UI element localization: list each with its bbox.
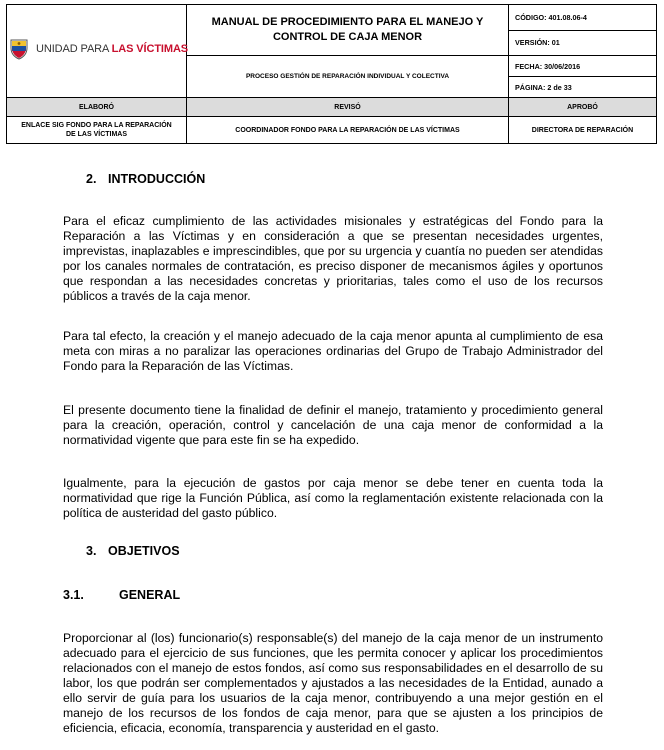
aprobo-value: DIRECTORA DE REPARACIÓN [509,117,657,144]
paragraph-intro-4: Igualmente, para la ejecución de gastos por caja menor se debe tener en cuenta toda la normatividad que rige la Función Pública, así como la reglamentación existente relacionada con la política de austeridad del gasto público. [63,476,603,520]
logo-cell [7,5,187,98]
aprobo-header: APROBÓ [509,98,657,117]
section-title: OBJETIVOS [108,544,180,558]
paragraph-intro-2: Para tal efecto, la creación y el manejo adecuado de la caja menor apunta al cumplimiento de esa meta con miras a no paralizar las operaciones ordinarias del Grupo de Trabajo Administrador del Fondo para la Reparación de las Víctimas. [63,329,603,373]
paragraph-intro-3: El presente documento tiene la finalidad de definir el manejo, tratamiento y procedimiento general para la creación, operación, control y cancelación de una caja menor de conformidad a la normatividad vigente que para este fin se ha expedido. [63,403,603,447]
document-header [6,4,657,144]
section-number: 3. [86,544,97,558]
logo-wordmark: UNIDAD PARA LAS VÍCTIMAS [36,42,189,55]
reviso-value: COORDINADOR FONDO PARA LA REPARACIÓN DE LAS VÍCTIMAS [187,117,509,144]
subsection-number: 3.1. [63,588,84,602]
paragraph-intro-1: Para el eficaz cumplimiento de las actividades misionales y estratégicas del Fondo para la Reparación a las Víctimas y en consideración a que se presentan necesidades urgentes, imprevistas, inaplazables e imprescindibles, que por su urgencia y cuantía no pueden ser atendidas por los canales normales de contratación, es preciso disponer de mecanismos ágiles y oportunos que respondan a las necesidades concretas y prioritarias, tales como el uso de los recursos públicos a través de la caja menor. [63,214,603,303]
title-line-1: MANUAL DE PROCEDIMIENTO PARA EL MANEJO Y [211,16,484,28]
version-field: VERSIÓN: 01 [509,30,657,56]
codigo-field: CÓDIGO: 401.08.06-4 [509,5,657,31]
elaboro-value: ENLACE SIG FONDO PARA LA REPARACIÓN DE LAS VÍCTIMAS [7,117,187,144]
elaboro-header: ELABORÓ [7,98,187,117]
coat-of-arms-icon [7,37,31,61]
document-title [187,5,509,56]
paragraph-general: Proporcionar al (los) funcionario(s) responsable(s) del manejo de la caja menor de un instrumento adecuado para el ejercicio de sus funciones, que les permita conocer y aplicar los procedimientos relacionados con el manejo de estos fondos, así como sus responsabilidades en el desarrollo de su labor, los que podrán ser complementados y ajustados a las necesidades de la Entidad, aunado a ello servir de guía para los usuarios de la caja menor, contribuyendo a una mejor gestión en el manejo de los recursos de los fondos de caja menor, para que se ajusten a los principios de eficiencia, eficacia, economía, transparencia y austeridad en el gasto. [63,631,603,735]
title-line-2: CONTROL DE CAJA MENOR [272,31,423,43]
reviso-header: REVISÓ [187,98,509,117]
section-number: 2. [86,172,97,186]
pagina-field: PÁGINA: 2 de 33 [509,77,657,98]
unidad-victimas-logo [7,37,188,61]
subsection-title: GENERAL [119,588,181,602]
fecha-field: FECHA: 30/06/2016 [509,56,657,77]
subsection-heading-general [63,588,180,602]
process-name: PROCESO GESTIÓN DE REPARACIÓN INDIVIDUAL Y COLECTIVA [187,56,509,98]
section-title: INTRODUCCIÓN [108,172,206,186]
section-heading-objetivos [86,544,180,558]
section-heading-introduccion [86,172,205,186]
